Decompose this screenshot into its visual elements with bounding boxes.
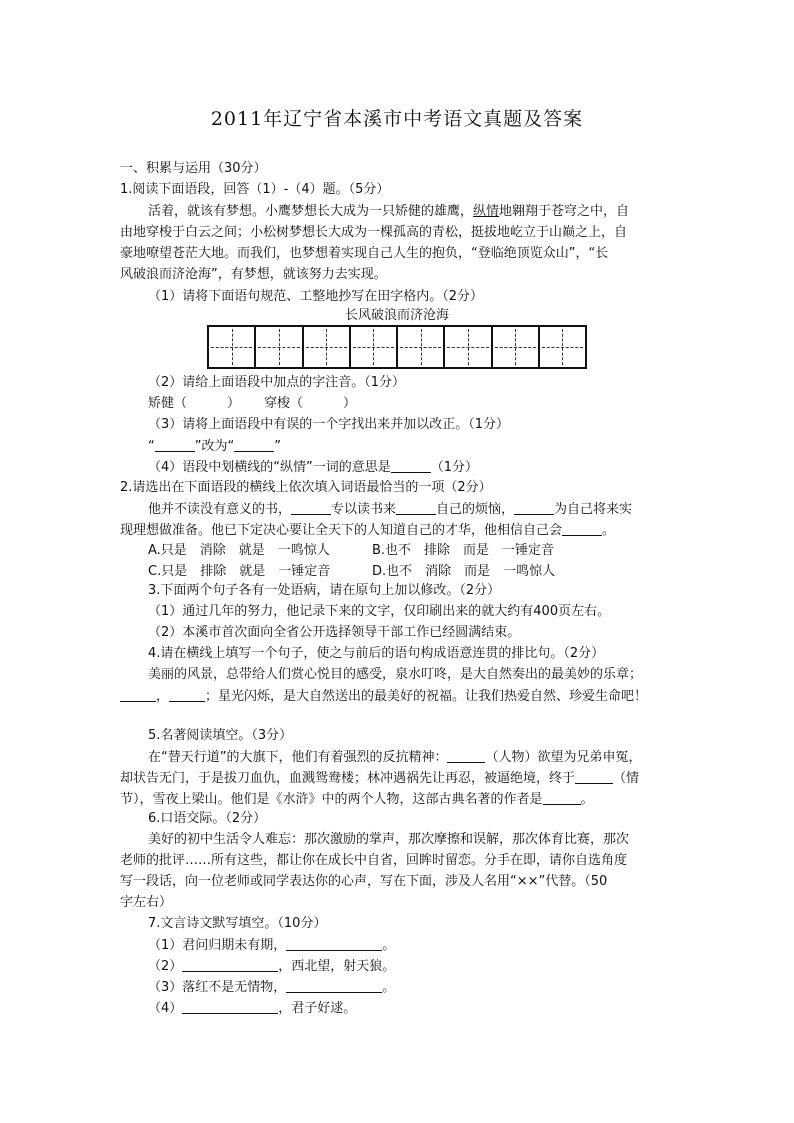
question-1-heading: 1.阅读下面语段，回答（1）-（4）题。（5分） — [120, 182, 390, 197]
question-2-line — [120, 521, 615, 540]
fix-text: “ — [148, 439, 155, 454]
recite-item — [148, 957, 395, 976]
question-6-line: 写一段话，向一位老师或同学表达你的心声，写在下面，涉及人名用“××”代替。（50 — [120, 874, 608, 889]
fix-line — [148, 437, 281, 456]
passage-line: 由地穿梭于白云之间；小松树梦想长大成为一棵孤高的青松，挺拔地屹立于山巅之上，自 — [120, 225, 628, 240]
answer-blank[interactable] — [514, 500, 554, 515]
question-text: ；星光闪烁，是大自然送出的最美好的祝福。让我们热爱自然、珍爱生命吧！ — [205, 689, 648, 704]
copy-text: 长风破浪而济沧海 — [344, 308, 449, 323]
passage-line — [148, 203, 629, 221]
answer-blank[interactable] — [120, 687, 156, 702]
recite-item — [148, 999, 356, 1018]
tianzige-grid[interactable] — [207, 325, 587, 369]
pinyin-label: ） — [227, 396, 241, 411]
question-text: 。 — [580, 792, 594, 807]
passage-text: 地翱翔于苍穹之中，自 — [499, 204, 630, 219]
question-text: （3）落红不是无情物， — [148, 980, 287, 995]
page-title: 2011年辽宁省本溪市中考语文真题及答案 — [210, 108, 584, 130]
answer-blank[interactable] — [155, 437, 195, 452]
grid-cell[interactable] — [209, 327, 256, 367]
grid-cell[interactable] — [540, 327, 585, 367]
answer-blank[interactable] — [182, 999, 278, 1014]
question-5-heading: 5.名著阅读填空。（3分） — [148, 728, 293, 743]
underlined-word: 纵情 — [473, 204, 500, 219]
question-text: 现理想做准备。他已下定决心要让全天下的人知道自己的才华，他相信自己会 — [120, 523, 563, 538]
option-a[interactable]: A.只是 消除 就是 一鸣惊人 — [148, 543, 330, 558]
grid-cell[interactable] — [304, 327, 351, 367]
answer-blank[interactable] — [391, 458, 431, 473]
question-3-sentence: （2）本溪市首次面向全省公开选择领导干部工作已经圆满结束。 — [148, 625, 521, 640]
question-text: （2） — [148, 959, 183, 974]
question-text: ， — [156, 689, 170, 704]
question-text: 专以读书来 — [331, 502, 397, 517]
answer-blank[interactable] — [396, 500, 436, 515]
answer-blank[interactable] — [575, 769, 613, 784]
grid-cell[interactable] — [445, 327, 492, 367]
answer-blank[interactable] — [543, 790, 581, 805]
question-text: （1）君问归期未有期， — [148, 938, 287, 953]
question-text: ，西北望，射天狼。 — [278, 959, 396, 974]
question-text: （1分） — [430, 460, 479, 475]
grid-cell[interactable] — [351, 327, 398, 367]
option-b[interactable]: B.也不 排除 而是 一锤定音 — [372, 543, 555, 558]
question-6-heading: 6.口语交际。（2分） — [148, 811, 267, 826]
sub-question-2: （2）请给上面语段中加点的字注音。（1分） — [148, 375, 406, 390]
recite-item — [148, 936, 395, 955]
question-7-heading: 7.文言诗文默写填空。（10分） — [148, 916, 327, 931]
sub-question-3: （3）请将上面语段中有误的一个字找出来并加以改正。（1分） — [148, 417, 510, 432]
options-row — [148, 563, 555, 581]
question-3-heading: 3.下面两个句子各有一处语病，请在原句上加以修改。（2分） — [148, 583, 501, 598]
question-4-line: 美丽的风景，总带给人们赏心悦目的感受，泉水叮咚，是大自然奏出的最美妙的乐章； — [148, 667, 643, 682]
question-4-line — [120, 687, 647, 706]
passage-line: 豪地嘹望苍茫大地。而我们，也梦想着实现自己人生的抱负，“登临绝顶览众山”，“长 — [120, 246, 609, 261]
grid-cell[interactable] — [493, 327, 540, 367]
question-text: （情 — [613, 771, 640, 786]
question-3-sentence: （1）通过几年的努力，他记录下来的文字，仅印刷出来的就大约有400页左右。 — [148, 604, 611, 619]
answer-blank[interactable] — [286, 936, 382, 951]
recite-item — [148, 978, 395, 997]
sub-question-4 — [148, 458, 478, 477]
question-5-line — [148, 748, 642, 767]
question-text: 他并不读没有意义的书， — [148, 502, 292, 517]
answer-blank[interactable] — [291, 500, 331, 515]
question-text: 节），雪夜上梁山。他们是《水浒》中的两个人物，这部古典名著的作者是 — [120, 792, 543, 807]
option-c[interactable]: C.只是 排除 就是 一锤定音 — [148, 564, 331, 579]
question-text: （4）语段中划横线的“纵情”一词的意思是 — [148, 460, 391, 475]
passage-text: 活着，就该有梦想。小鹰梦想长大成为一只矫健的雄鹰， — [148, 204, 474, 219]
question-2-heading: 2.请选出在下面语段的横线上依次填入词语最恰当的一项（2分） — [120, 480, 492, 495]
pinyin-line — [148, 395, 356, 413]
question-text: 为自己将来实 — [554, 502, 633, 517]
question-text: 自己的烦恼， — [436, 502, 515, 517]
option-d[interactable]: D.也不 消除 而是 一鸣惊人 — [372, 564, 556, 579]
sub-question-1: （1）请将下面语句规范、工整地抄写在田字格内。（2分） — [148, 289, 484, 304]
question-text: 。 — [382, 980, 396, 995]
answer-blank[interactable] — [447, 748, 485, 763]
fix-text: ”改为“ — [194, 439, 235, 454]
answer-blank[interactable] — [234, 437, 274, 452]
answer-blank[interactable] — [169, 687, 205, 702]
pinyin-label: ） — [343, 396, 357, 411]
question-4-heading: 4.请在横线上填写一个句子，使之与前后的语句构成语意连贯的排比句。（2分） — [148, 646, 605, 661]
question-text: （4） — [148, 1001, 183, 1016]
question-5-line — [120, 790, 594, 809]
section-heading: 一、积累与运用（30分） — [120, 161, 267, 176]
options-row — [148, 542, 554, 560]
answer-blank[interactable] — [286, 978, 382, 993]
question-text: 却状告无门，于是拔刀血仇，血溅鸳鸯楼；林冲遇祸先让再忍，被逼绝境，终于 — [120, 771, 576, 786]
answer-blank[interactable] — [182, 957, 278, 972]
answer-blank[interactable] — [562, 521, 602, 536]
question-text: 。 — [382, 938, 396, 953]
question-5-line — [120, 769, 639, 788]
grid-cell[interactable] — [256, 327, 303, 367]
question-text: 在“替天行道”的大旗下，他们有着强烈的反抗精神： — [148, 750, 448, 765]
question-6-line: 老师的批评……所有这些，都让你在成长中自省，回眸时留恋。分手在即，请你自选角度 — [120, 853, 628, 868]
pinyin-label: 矫健（ — [148, 396, 188, 411]
passage-line: 风破浪而济沧海”，有梦想，就该努力去实现。 — [120, 267, 387, 282]
question-text: ，君子好逑。 — [278, 1001, 357, 1016]
grid-cell[interactable] — [398, 327, 445, 367]
fix-text: ” — [274, 439, 281, 454]
question-text: 。 — [602, 523, 616, 538]
question-text: （人物）欲望为兄弟申冤， — [485, 750, 642, 765]
question-6-line: 美好的初中生活令人难忘：那次激励的掌声，那次摩擦和误解，那次体育比赛，那次 — [148, 832, 630, 847]
question-2-line — [148, 500, 632, 519]
pinyin-label: 穿梭（ — [264, 396, 304, 411]
question-6-line: 字左右） — [120, 895, 173, 910]
